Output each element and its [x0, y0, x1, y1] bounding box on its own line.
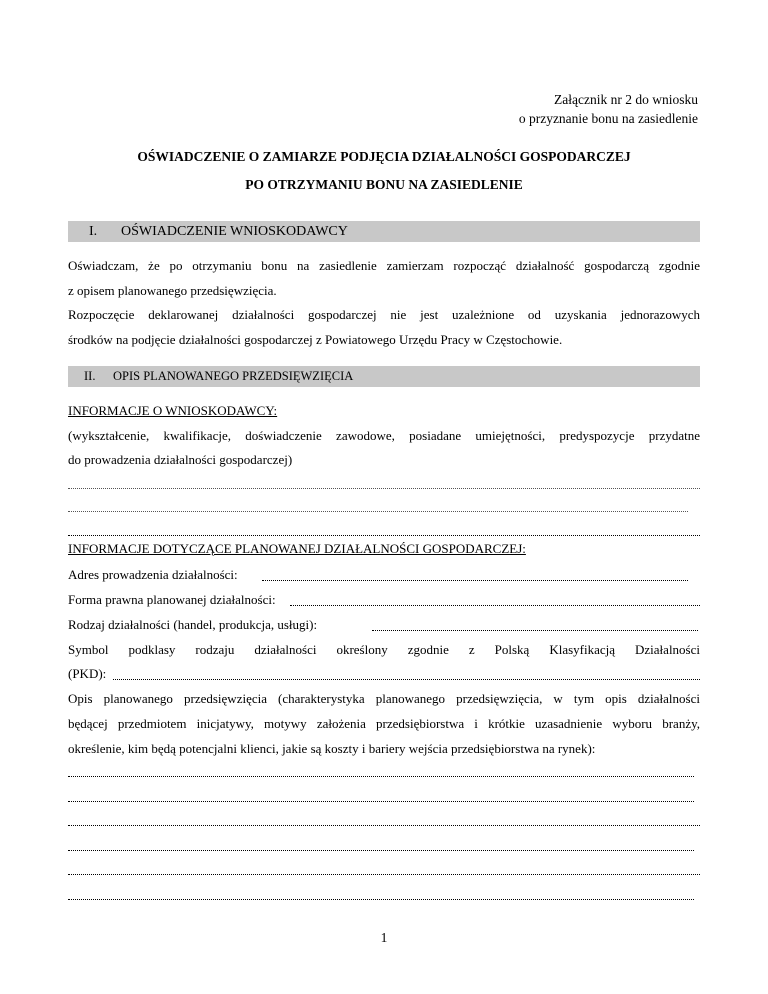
- description-line-3: określenie, kim będą potencjalni klienci, jakie są koszty i bariery wejścia przedsiębiorstwa na rynek):: [68, 741, 596, 756]
- description-field-line-6[interactable]: [68, 897, 694, 900]
- description-field-line-4[interactable]: [68, 848, 694, 851]
- section-1-heading: [68, 221, 700, 242]
- pkd-label: (PKD):: [68, 666, 107, 681]
- section-2-title: OPIS PLANOWANEGO PRZEDSIĘWZIĘCIA: [113, 369, 354, 383]
- annex-line-2: o przyznanie bonu na zasiedlenie: [518, 111, 698, 126]
- applicant-info-field-line-1[interactable]: [68, 486, 700, 489]
- statement-line-1: Oświadczam, że po otrzymaniu bonu na zasiedlenie zamierzam rozpocząć działalność gospodarczą zgodnie: [68, 258, 700, 273]
- activity-type-label: Rodzaj działalności (handel, produkcja, usługi):: [68, 617, 318, 632]
- statement-line-2: z opisem planowanego przedsięwzięcia.: [68, 283, 277, 298]
- activity-type-row: [68, 616, 700, 634]
- address-label: Adres prowadzenia działalności:: [68, 567, 238, 582]
- applicant-info-heading: INFORMACJE O WNIOSKODAWCY:: [68, 403, 278, 418]
- pkd-field[interactable]: [113, 677, 700, 680]
- business-info-heading: INFORMACJE DOTYCZĄCE PLANOWANEJ DZIAŁALNOŚCI GOSPODARCZEJ:: [68, 541, 526, 556]
- description-line-2: będącej przedmiotem inicjatywy, motywy założenia przedsiębiorstwa i krótkie uzasadnienie wyboru branży,: [68, 716, 700, 731]
- section-1-title: OŚWIADCZENIE WNIOSKODAWCY: [121, 224, 348, 239]
- annex-line-1: Załącznik nr 2 do wniosku: [554, 92, 698, 107]
- section-1-number: I.: [89, 224, 98, 239]
- document-title-line-1: OŚWIADCZENIE O ZAMIARZE PODJĘCIA DZIAŁALNOŚCI GOSPODARCZEJ: [137, 149, 631, 164]
- applicant-info-field-line-2[interactable]: [68, 509, 688, 512]
- applicant-info-field-line-3[interactable]: [68, 533, 700, 536]
- applicant-info-hint-line-2: do prowadzenia działalności gospodarczej): [68, 452, 293, 467]
- description-field-line-1[interactable]: [68, 774, 694, 777]
- annex-note: [519, 90, 698, 128]
- description-field-line-3[interactable]: [68, 823, 700, 826]
- activity-type-field[interactable]: [372, 628, 698, 631]
- description-field-line-5[interactable]: [68, 872, 700, 875]
- description-field-line-2[interactable]: [68, 799, 694, 802]
- document-title-line-2: PO OTRZYMANIU BONU NA ZASIEDLENIE: [245, 177, 523, 192]
- statement-line-4: środków na podjęcie działalności gospodarczej z Powiatowego Urzędu Pracy w Częstochowie.: [68, 332, 563, 347]
- section-2-number: II.: [84, 369, 96, 383]
- section-2-heading: [68, 366, 700, 387]
- applicant-info-hint-line-1: (wykształcenie, kwalifikacje, doświadczenie zawodowe, posiadane umiejętności, predyspozycje przydatne: [68, 428, 700, 443]
- description-line-1: Opis planowanego przedsięwzięcia (charakterystyka planowanego przedsięwzięcia, w tym opis działalności: [68, 691, 700, 706]
- page-number: 1: [380, 930, 388, 945]
- pkd-row: [68, 665, 700, 683]
- statement-line-3: Rozpoczęcie deklarowanej działalności gospodarczej nie jest uzależnione od uzyskania jednorazowych: [68, 307, 700, 322]
- address-field[interactable]: [262, 578, 688, 581]
- pkd-line-1: Symbol podklasy rodzaju działalności określony zgodnie z Polską Klasyfikacją Działalności: [68, 642, 700, 657]
- legal-form-label: Forma prawna planowanej działalności:: [68, 592, 276, 607]
- legal-form-field[interactable]: [290, 603, 700, 606]
- legal-form-row: [68, 591, 700, 609]
- address-row: [68, 566, 700, 584]
